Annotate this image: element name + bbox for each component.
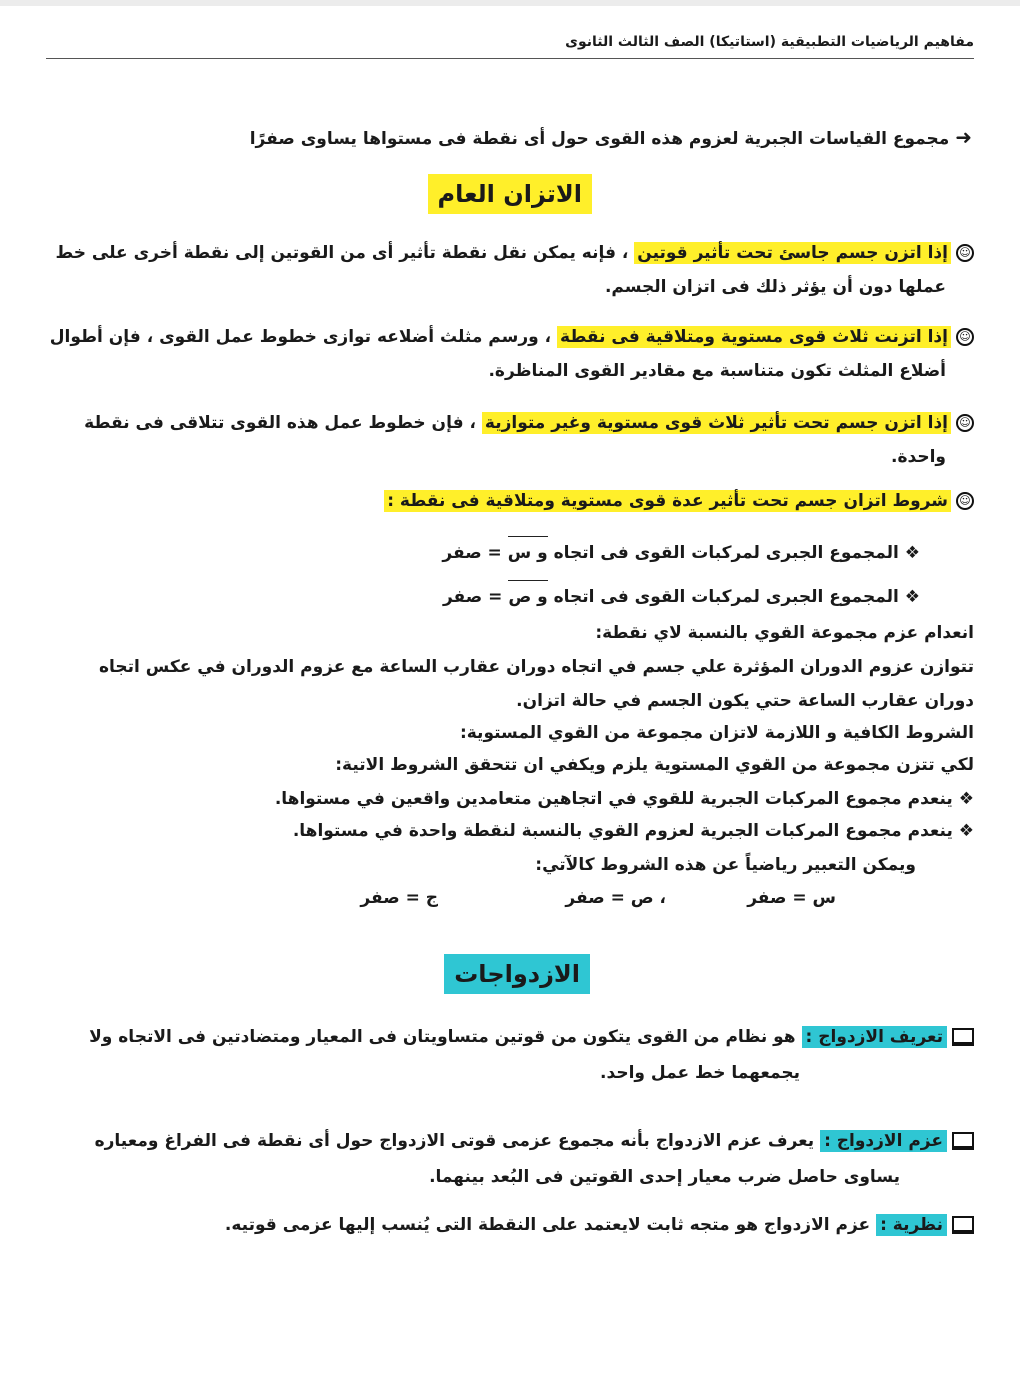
bullet-2 [293,818,974,844]
para2-highlight: إذا اتزنت ثلاث قوى مستوية ومتلاقية فى نقطة [557,326,951,348]
bullet-2-text: ينعدم مجموع المركبات الجبرية لعزوم القوي بالنسبة لنقطة واحدة في مستواها. [292,821,953,841]
vector-ox: و س [508,540,548,566]
page-header: مفاهيم الرياضيات التطبيقية (استاتيكا) الصف الثالث الثانوى [46,34,974,59]
smiley-icon: ☺ [956,328,974,346]
para2-text: ، ورسم مثلث أضلاعه توازى خطوط عمل القوى ، فإن أطوال [49,327,552,347]
intro-text: مجموع القياسات الجبرية لعزوم هذه القوى حول أى نقطة فى مستواها يساوى صفرًا [249,129,950,149]
laptop-icon [952,1132,974,1150]
theorem-text: عزم الازدواج هو متجه ثابت لايعتمد على النقطة التى يُنسب إليها عزمى قوتيه. [224,1215,871,1235]
line-moment-balance: تتوازن عزوم الدوران المؤثرة علي جسم في اتجاه دوران عقارب الساعة مع عزوم الدوران في عكس اتجاه [99,657,974,677]
diamond-bullet-icon: ❖ [904,587,920,607]
bullet-1-text: ينعدم مجموع المركبات الجبرية للقوي في اتجاهين متعامدين واقعين في مستواها. [274,789,953,809]
line-moment-balance-2: دوران عقارب الساعة حتي يكون الجسم في حالة اتزان. [516,691,974,711]
vector-oy: و ص [508,584,547,610]
para3-line2: واحدة. [891,447,946,467]
condition-2 [443,584,920,610]
def-couple-line1 [89,1024,974,1050]
line-math-expression: ويمكن التعبير رياضياً عن هذه الشروط كالآتي: [535,855,916,875]
moment-couple-label: عزم الازدواج : [820,1130,947,1152]
line-sufficient-conditions: الشروط الكافية و اللازمة لاتزان مجموعة من القوي المستوية: [459,723,974,743]
arrow-left-icon: ➜ [955,125,972,149]
condition-2-eq: = صفر [442,587,503,607]
condition-2-text: المجموع الجبرى لمركبات القوى فى اتجاه [553,587,899,607]
para2-line2: أضلاع المثلث تكون متناسبة مع مقادير القوى المناظرة. [488,361,946,381]
condition-1 [442,540,920,566]
equation-y: ، ص = صفر [565,888,666,908]
def-couple-line2: يجمعهما خط عمل واحد. [600,1063,800,1083]
def-couple-text: هو نظام من القوى يتكون من قوتين متساويتان فى المعيار ومتضادتين فى الاتجاه ولا [89,1027,796,1047]
moment-couple-line1 [95,1128,974,1154]
para1-highlight: إذا اتزن جسم جاسئ تحت تأثير قوتين [634,242,951,264]
para3-highlight: إذا اتزن جسم تحت تأثير ثلاث قوى مستوية وغير متوازية [482,412,951,434]
line-moment-null: انعدام عزم مجموعة القوي بالنسبة لاي نقطة: [595,623,974,643]
line-coplanar-conditions: لكي تتزن مجموعة من القوي المستوية يلزم ويكفي ان تتحقق الشروط الاتية: [335,755,974,775]
diamond-bullet-icon: ❖ [958,821,974,841]
moment-couple-text: يعرف عزم الازدواج بأنه مجموع عزمى قوتى الازدواج حول أى نقطة فى الفراغ ومعياره [94,1131,815,1151]
intro-line [250,124,972,152]
section-title-general-equilibrium: الاتزان العام [428,174,593,214]
laptop-icon [952,1216,974,1234]
moment-couple-line2: يساوى حاصل ضرب معيار إحدى القوتين فى البُعد بينهما. [429,1167,900,1187]
bullet-1 [275,786,974,812]
equation-g: ج = صفر [360,888,438,908]
diamond-bullet-icon: ❖ [958,789,974,809]
section-title-couples: الازدواجات [444,954,590,994]
para2-line1 [50,324,974,350]
theorem-label: نظرية : [876,1214,947,1236]
laptop-icon [952,1028,974,1046]
para4-line1 [384,488,974,514]
smiley-icon: ☺ [956,414,974,432]
condition-1-text: المجموع الجبرى لمركبات القوى فى اتجاه [553,543,899,563]
theorem-line [225,1212,974,1238]
diamond-bullet-icon: ❖ [904,543,920,563]
para1-line1 [56,240,974,266]
para3-text: ، فإن خطوط عمل هذه القوى تتلاقى فى نقطة [84,413,476,433]
smiley-icon: ☺ [956,492,974,510]
para4-highlight: شروط اتزان جسم تحت تأثير عدة قوى مستوية ومتلاقية فى نقطة : [384,490,951,512]
def-couple-label: تعريف الازدواج : [802,1026,947,1048]
para3-line1 [84,410,974,436]
condition-1-eq: = صفر [442,543,502,563]
smiley-icon: ☺ [956,244,974,262]
equation-x: س = صفر [747,888,836,908]
para1-text: ، فإنه يمكن نقل نقطة تأثير أى من القوتين إلى نقطة أخرى على خط [55,243,629,263]
para1-line2: عملها دون أن يؤثر ذلك فى اتزان الجسم. [604,277,946,297]
